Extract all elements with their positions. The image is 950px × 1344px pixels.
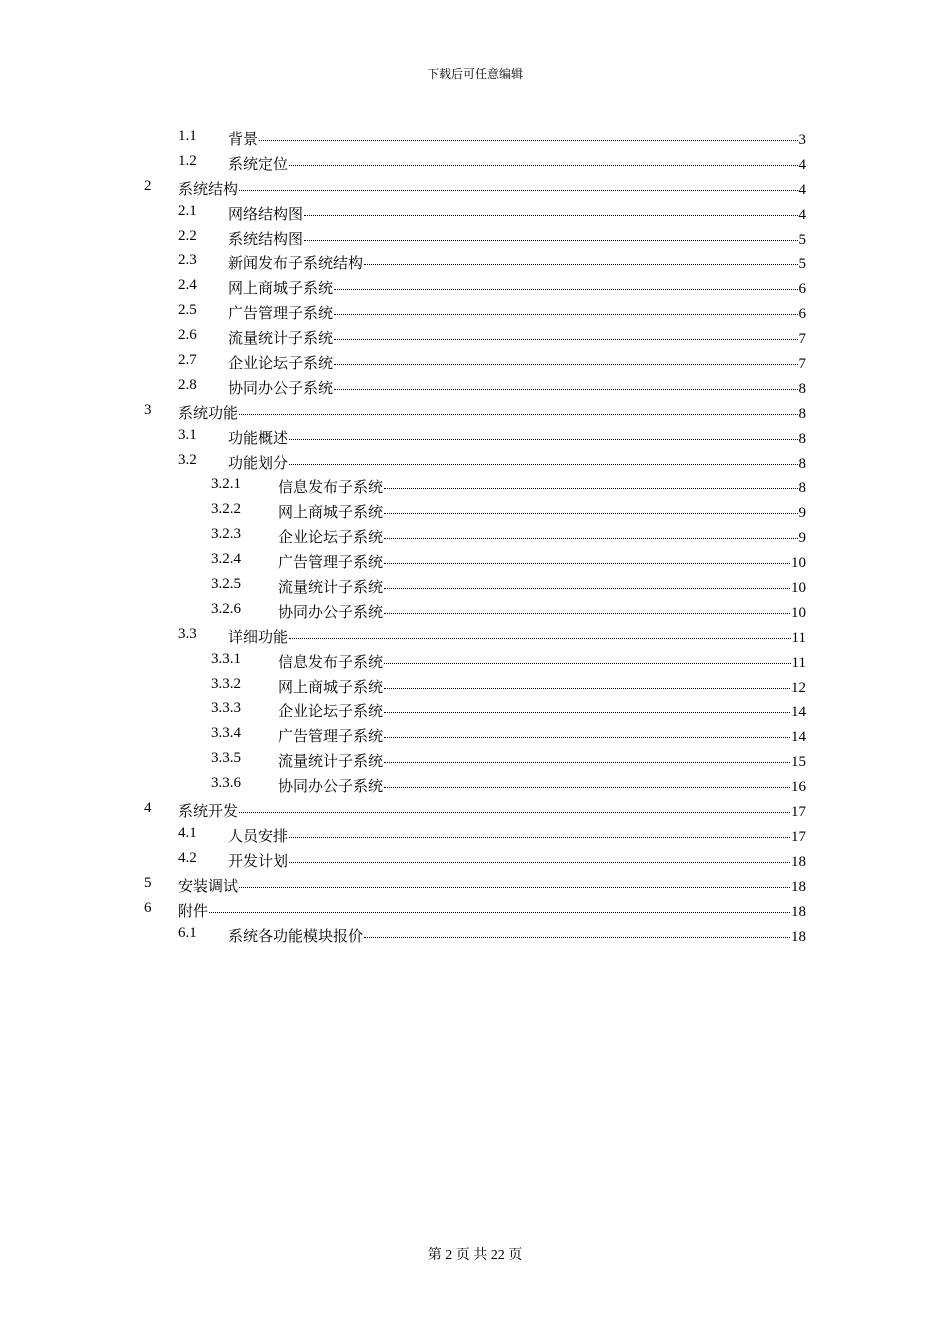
dot-leader xyxy=(384,538,797,539)
toc-entry-line xyxy=(228,302,806,323)
toc-entry-line xyxy=(228,203,806,224)
toc-entry-page-number: 10 xyxy=(791,580,806,597)
dot-leader xyxy=(384,688,790,689)
toc-entry-line xyxy=(278,601,806,622)
toc-entry-number: 3.1 xyxy=(178,426,197,443)
toc-entry-number: 3.2.4 xyxy=(211,551,241,568)
toc-entry-page-number: 9 xyxy=(798,505,806,522)
toc-entry-line xyxy=(228,850,806,871)
dot-leader xyxy=(239,414,797,415)
toc-entry[interactable] xyxy=(0,149,950,174)
toc-entry[interactable] xyxy=(0,522,950,547)
toc-entry-number: 3.3.2 xyxy=(211,675,241,692)
toc-entry-line xyxy=(278,750,806,771)
toc-entry-page-number: 18 xyxy=(791,878,806,895)
toc-entry-page-number: 5 xyxy=(798,231,806,248)
toc-entry-page-number: 17 xyxy=(791,804,806,821)
toc-entry-page-number: 11 xyxy=(791,654,806,671)
toc-entry-number: 6 xyxy=(144,899,152,916)
toc-entry[interactable] xyxy=(0,771,950,796)
toc-entry-line xyxy=(228,452,806,473)
toc-entry-page-number: 10 xyxy=(791,555,806,572)
toc-entry-number: 3.3.4 xyxy=(211,725,241,742)
toc-entry[interactable] xyxy=(0,721,950,746)
dot-leader xyxy=(364,937,790,938)
toc-entry-title: 广告管理子系统 xyxy=(278,555,384,572)
toc-entry[interactable] xyxy=(0,472,950,497)
toc-entry-line xyxy=(228,327,806,348)
toc-entry-title: 协同办公子系统 xyxy=(228,380,334,397)
toc-entry-number: 3.2.5 xyxy=(211,576,241,593)
toc-entry[interactable] xyxy=(0,423,950,448)
toc-entry-line xyxy=(228,825,806,846)
toc-entry-title: 网络结构图 xyxy=(228,206,304,223)
table-of-contents xyxy=(0,124,950,945)
toc-entry-page-number: 7 xyxy=(798,356,806,373)
dot-leader xyxy=(384,787,790,788)
toc-entry-line xyxy=(178,178,806,199)
toc-entry[interactable] xyxy=(0,373,950,398)
toc-entry-line xyxy=(278,576,806,597)
toc-entry-number: 3 xyxy=(144,401,152,418)
toc-entry-page-number: 8 xyxy=(798,480,806,497)
toc-entry-line xyxy=(178,402,806,423)
toc-entry-number: 2.4 xyxy=(178,277,197,294)
dot-leader xyxy=(289,165,797,166)
toc-entry[interactable] xyxy=(0,921,950,946)
toc-entry-title: 功能概述 xyxy=(228,430,289,447)
dot-leader xyxy=(364,264,797,265)
toc-entry-page-number: 8 xyxy=(798,455,806,472)
dot-leader xyxy=(334,314,797,315)
toc-entry-title: 广告管理子系统 xyxy=(228,306,334,323)
toc-entry[interactable] xyxy=(0,846,950,871)
toc-entry[interactable] xyxy=(0,647,950,672)
toc-entry-title: 详细功能 xyxy=(228,629,289,646)
toc-entry-page-number: 4 xyxy=(798,206,806,223)
toc-entry-title: 网上商城子系统 xyxy=(278,679,384,696)
toc-entry-page-number: 17 xyxy=(791,828,806,845)
toc-entry-page-number: 14 xyxy=(791,704,806,721)
toc-entry-line xyxy=(228,228,806,249)
toc-entry-title: 信息发布子系统 xyxy=(278,654,384,671)
toc-entry-title: 系统结构 xyxy=(178,181,239,198)
toc-entry[interactable] xyxy=(0,398,950,423)
toc-entry-page-number: 12 xyxy=(791,679,806,696)
toc-entry-title: 背景 xyxy=(228,132,259,148)
toc-entry[interactable] xyxy=(0,248,950,273)
toc-entry[interactable] xyxy=(0,746,950,771)
toc-entry[interactable] xyxy=(0,348,950,373)
toc-entry-title: 网上商城子系统 xyxy=(278,505,384,522)
toc-entry[interactable] xyxy=(0,672,950,697)
toc-entry-line xyxy=(278,501,806,522)
toc-entry-number: 2.7 xyxy=(178,352,197,369)
dot-leader xyxy=(384,588,790,589)
toc-entry-title: 附件 xyxy=(178,903,209,920)
toc-entry-number: 5 xyxy=(144,874,152,891)
toc-entry[interactable] xyxy=(0,622,950,647)
dot-leader xyxy=(259,140,797,141)
toc-entry-number: 2.2 xyxy=(178,227,197,244)
toc-entry[interactable] xyxy=(0,896,950,921)
toc-entry-number: 2.8 xyxy=(178,376,197,393)
toc-entry-title: 协同办公子系统 xyxy=(278,604,384,621)
toc-entry-number: 4.1 xyxy=(178,824,197,841)
toc-entry-number: 2.1 xyxy=(178,202,197,219)
toc-entry-title: 网上商城子系统 xyxy=(228,281,334,298)
toc-entry-number: 3.3.1 xyxy=(211,650,241,667)
toc-entry-title: 流量统计子系统 xyxy=(278,754,384,771)
toc-entry-number: 4.2 xyxy=(178,849,197,866)
toc-entry-line xyxy=(228,377,806,398)
dot-leader xyxy=(384,513,797,514)
toc-entry[interactable] xyxy=(0,547,950,572)
toc-entry-title: 系统开发 xyxy=(178,804,239,821)
toc-entry-number: 3.3.6 xyxy=(211,775,241,792)
dot-leader xyxy=(384,737,790,738)
dot-leader xyxy=(384,613,790,614)
toc-entry[interactable] xyxy=(0,597,950,622)
toc-entry-title: 安装调试 xyxy=(178,878,239,895)
dot-leader xyxy=(289,638,791,639)
dot-leader xyxy=(239,812,790,813)
toc-entry-number: 3.3.5 xyxy=(211,750,241,767)
toc-entry-line xyxy=(278,476,806,497)
dot-leader xyxy=(289,837,790,838)
toc-entry-page-number: 9 xyxy=(798,530,806,547)
toc-entry-title: 系统结构图 xyxy=(228,231,304,248)
toc-entry-line xyxy=(228,352,806,373)
toc-entry-line xyxy=(278,676,806,697)
toc-entry-page-number: 4 xyxy=(798,156,806,173)
toc-entry-page-number: 14 xyxy=(791,729,806,746)
toc-entry-title: 系统定位 xyxy=(228,156,289,173)
toc-entry-line xyxy=(228,153,806,174)
toc-entry-line xyxy=(278,526,806,547)
toc-entry-title: 协同办公子系统 xyxy=(278,779,384,796)
toc-entry-page-number: 6 xyxy=(798,281,806,298)
toc-entry-line xyxy=(228,277,806,298)
toc-entry-number: 3.3 xyxy=(178,625,197,642)
toc-entry[interactable] xyxy=(0,821,950,846)
dot-leader xyxy=(289,464,797,465)
toc-entry[interactable] xyxy=(0,796,950,821)
toc-entry-number: 3.2.2 xyxy=(211,501,241,518)
toc-entry[interactable] xyxy=(0,224,950,249)
toc-entry-title: 新闻发布子系统结构 xyxy=(228,256,364,273)
toc-entry-page-number: 10 xyxy=(791,604,806,621)
toc-entry-title: 信息发布子系统 xyxy=(278,480,384,497)
toc-entry-title: 功能划分 xyxy=(228,455,289,472)
toc-entry-line xyxy=(278,725,806,746)
dot-leader xyxy=(384,712,790,713)
toc-entry-page-number: 4 xyxy=(798,181,806,198)
toc-entry[interactable] xyxy=(0,199,950,224)
dot-leader xyxy=(384,762,790,763)
toc-entry-page-number: 8 xyxy=(798,380,806,397)
toc-entry-page-number: 3 xyxy=(798,132,806,148)
toc-entry-line xyxy=(228,427,806,448)
toc-entry-number: 6.1 xyxy=(178,924,197,941)
dot-leader xyxy=(334,389,797,390)
toc-entry-line xyxy=(178,900,806,921)
toc-entry-title: 广告管理子系统 xyxy=(278,729,384,746)
toc-entry-page-number: 6 xyxy=(798,306,806,323)
toc-entry[interactable] xyxy=(0,696,950,721)
toc-entry-line xyxy=(228,252,806,273)
toc-entry-number: 2.3 xyxy=(178,252,197,269)
dot-leader xyxy=(384,663,791,664)
toc-entry-number: 3.2.6 xyxy=(211,600,241,617)
toc-entry-title: 系统各功能模块报价 xyxy=(228,928,364,945)
toc-entry-line xyxy=(278,700,806,721)
toc-entry[interactable] xyxy=(0,174,950,199)
toc-entry-line xyxy=(228,925,806,946)
toc-entry-title: 流量统计子系统 xyxy=(228,331,334,348)
toc-entry-title: 开发计划 xyxy=(228,853,289,870)
toc-entry-page-number: 18 xyxy=(791,853,806,870)
toc-entry-number: 2.5 xyxy=(178,302,197,319)
toc-entry-line xyxy=(228,128,806,149)
dot-leader xyxy=(239,887,790,888)
page-header: 下载后可任意编辑 xyxy=(426,67,523,81)
toc-entry-number: 3.3.3 xyxy=(211,700,241,717)
toc-entry-title: 流量统计子系统 xyxy=(278,580,384,597)
toc-entry-number: 3.2 xyxy=(178,451,197,468)
toc-entry-page-number: 8 xyxy=(798,430,806,447)
dot-leader xyxy=(239,190,797,191)
dot-leader xyxy=(384,563,790,564)
toc-entry[interactable] xyxy=(0,572,950,597)
toc-entry[interactable] xyxy=(0,124,950,149)
dot-leader xyxy=(209,912,790,913)
toc-entry-page-number: 7 xyxy=(798,331,806,348)
toc-entry[interactable] xyxy=(0,273,950,298)
toc-entry-line xyxy=(228,626,806,647)
toc-entry-page-number: 16 xyxy=(791,779,806,796)
toc-entry-number: 4 xyxy=(144,800,152,817)
dot-leader xyxy=(304,240,797,241)
dot-leader xyxy=(289,862,790,863)
toc-entry-page-number: 15 xyxy=(791,754,806,771)
toc-entry-page-number: 18 xyxy=(791,928,806,945)
toc-entry-title: 企业论坛子系统 xyxy=(228,356,334,373)
toc-entry-page-number: 11 xyxy=(791,629,806,646)
toc-entry-number: 2 xyxy=(144,177,152,194)
toc-entry[interactable] xyxy=(0,298,950,323)
toc-entry-title: 系统功能 xyxy=(178,405,239,422)
toc-entry[interactable] xyxy=(0,448,950,473)
toc-entry-title: 企业论坛子系统 xyxy=(278,530,384,547)
dot-leader xyxy=(334,364,797,365)
toc-entry-line xyxy=(178,875,806,896)
toc-entry[interactable] xyxy=(0,871,950,896)
toc-entry-page-number: 18 xyxy=(791,903,806,920)
toc-entry-number: 1.2 xyxy=(178,152,197,169)
toc-entry-line xyxy=(278,775,806,796)
toc-entry-line xyxy=(178,800,806,821)
toc-entry[interactable] xyxy=(0,497,950,522)
toc-entry-number: 1.1 xyxy=(178,128,197,144)
dot-leader xyxy=(304,215,797,216)
toc-entry-page-number: 8 xyxy=(798,405,806,422)
dot-leader xyxy=(384,488,797,489)
page-footer: 第 2 页 共 22 页 xyxy=(427,1248,523,1263)
toc-entry-line xyxy=(278,651,806,672)
dot-leader xyxy=(334,289,797,290)
toc-entry-title: 企业论坛子系统 xyxy=(278,704,384,721)
toc-entry[interactable] xyxy=(0,323,950,348)
dot-leader xyxy=(289,439,797,440)
toc-entry-line xyxy=(278,551,806,572)
toc-entry-number: 2.6 xyxy=(178,327,197,344)
toc-entry-number: 3.2.1 xyxy=(211,476,241,493)
toc-entry-page-number: 5 xyxy=(798,256,806,273)
toc-entry-number: 3.2.3 xyxy=(211,526,241,543)
dot-leader xyxy=(334,339,797,340)
toc-entry-title: 人员安排 xyxy=(228,828,289,845)
